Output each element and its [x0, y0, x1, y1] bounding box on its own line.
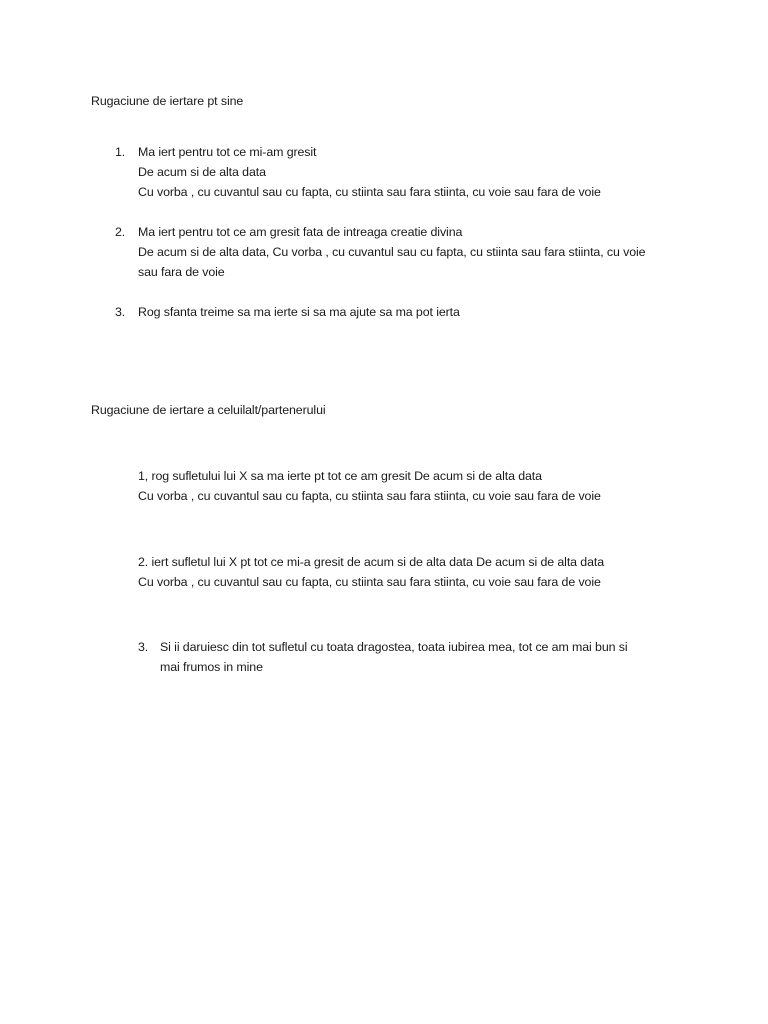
section2-item3-line2: mai frumos in mine — [160, 660, 263, 674]
section1-item1-number: 1. — [115, 145, 126, 159]
section1-item1-line2: De acum si de alta data — [138, 165, 266, 179]
section1-item2-line1: Ma iert pentru tot ce am gresit fata de intreaga creatie divina — [138, 225, 463, 239]
section2-para1-line2: Cu vorba , cu cuvantul sau cu fapta, cu stiinta sau fara stiinta, cu voie sau fara de voie — [138, 489, 601, 503]
section2-para2-line1: 2. iert sufletul lui X pt tot ce mi-a gresit de acum si de alta data De acum si de alta data — [138, 555, 605, 569]
section2-para1-line1: 1, rog sufletului lui X sa ma ierte pt tot ce am gresit De acum si de alta data — [138, 469, 542, 483]
section1-item1-line3: Cu vorba , cu cuvantul sau cu fapta, cu stiinta sau fara stiinta, cu voie sau fara de voie — [138, 185, 601, 199]
section1-item2-line2: De acum si de alta data, Cu vorba , cu cuvantul sau cu fapta, cu stiinta sau fara stiinta, cu voie — [138, 245, 646, 259]
section1-item3-number: 3. — [115, 305, 126, 319]
section1-title: Rugaciune de iertare pt sine — [91, 94, 244, 108]
section2-para2-line2: Cu vorba , cu cuvantul sau cu fapta, cu stiinta sau fara stiinta, cu voie sau fara de voie — [138, 575, 601, 589]
section2-item3-number: 3. — [138, 640, 149, 654]
section1-item2-number: 2. — [115, 225, 126, 239]
section1-item2-line3: sau fara de voie — [138, 265, 225, 279]
section1-item1-line1: Ma iert pentru tot ce mi-am gresit — [138, 145, 317, 159]
section2-title: Rugaciune de iertare a celuilalt/partenerului — [91, 403, 326, 417]
section1-item3-line1: Rog sfanta treime sa ma ierte si sa ma ajute sa ma pot ierta — [138, 305, 460, 319]
section2-item3-line1: Si ii daruiesc din tot sufletul cu toata dragostea, toata iubirea mea, tot ce am mai bun si — [160, 640, 628, 654]
